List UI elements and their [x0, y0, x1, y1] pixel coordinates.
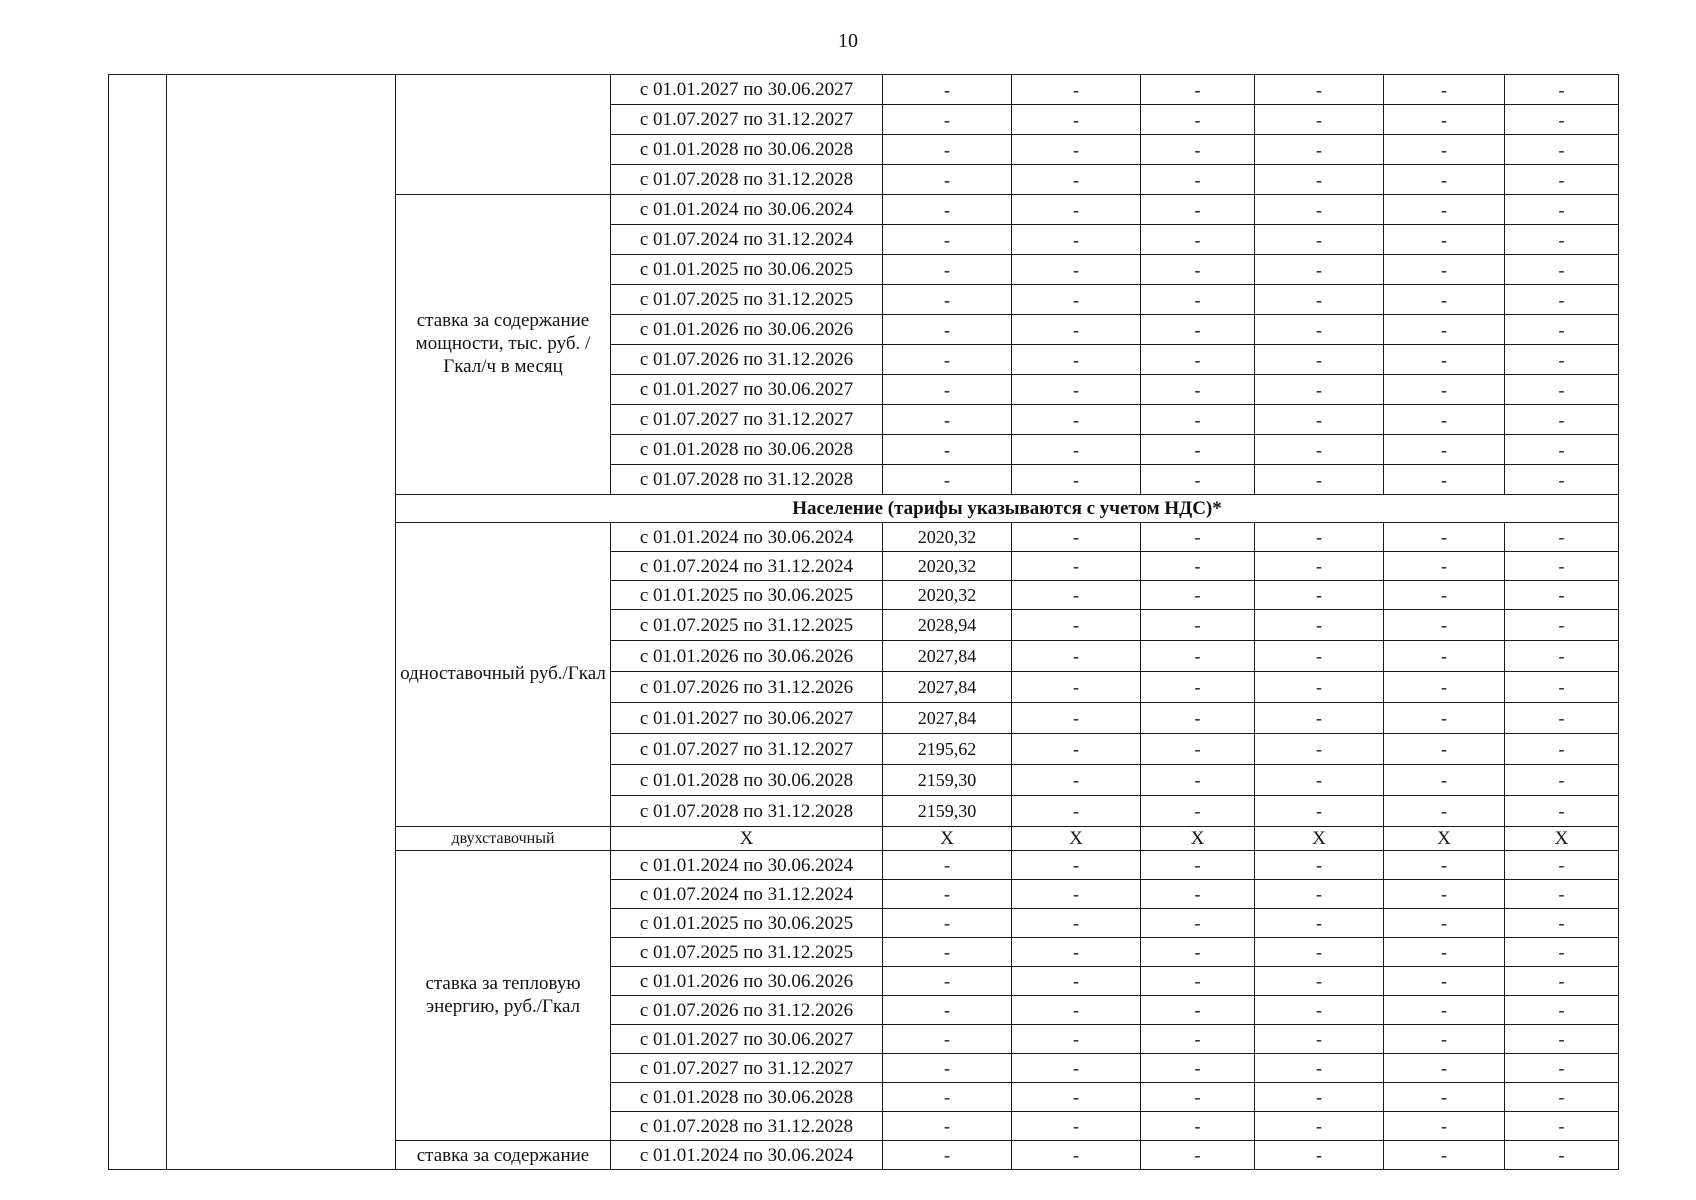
- tariff-value-cell: -: [1141, 765, 1255, 796]
- tariff-value-cell: -: [1141, 703, 1255, 734]
- tariff-value-cell: -: [883, 285, 1012, 315]
- tariff-value-cell: -: [1141, 581, 1255, 610]
- tariff-value-cell: -: [883, 315, 1012, 345]
- tariff-value-cell: -: [1012, 1112, 1141, 1141]
- x-mark-cell: Х: [1012, 827, 1141, 851]
- power-rate-label: ставка за содержание: [396, 1141, 611, 1170]
- organization-cell: [167, 75, 396, 1170]
- tariff-value-cell: -: [883, 135, 1012, 165]
- tariff-value-cell: -: [1505, 610, 1619, 641]
- tariff-value-cell: -: [1141, 552, 1255, 581]
- tariff-value-cell: -: [1012, 641, 1141, 672]
- tariff-value-cell: -: [1505, 765, 1619, 796]
- tariff-value-cell: -: [1505, 552, 1619, 581]
- period-cell: с 01.01.2026 по 30.06.2026: [611, 641, 883, 672]
- tariff-value-cell: -: [1012, 796, 1141, 827]
- tariff-value-cell: -: [1384, 641, 1505, 672]
- tariff-value-cell: -: [1255, 938, 1384, 967]
- period-cell: с 01.01.2027 по 30.06.2027: [611, 75, 883, 105]
- tariff-value-cell: -: [1505, 796, 1619, 827]
- tariff-value-cell: -: [883, 165, 1012, 195]
- tariff-value-cell: -: [1141, 75, 1255, 105]
- tariff-value-cell: -: [1384, 996, 1505, 1025]
- tariff-value-cell: -: [1505, 1025, 1619, 1054]
- tariff-value-cell: -: [1255, 523, 1384, 552]
- tariff-value-cell: -: [1255, 1054, 1384, 1083]
- tariff-value-cell: 2027,84: [883, 703, 1012, 734]
- tariff-value-cell: -: [1384, 315, 1505, 345]
- tariff-value-cell: -: [883, 996, 1012, 1025]
- tariff-value-cell: -: [1141, 996, 1255, 1025]
- tariff-value-cell: -: [1384, 1112, 1505, 1141]
- tariff-value-cell: -: [1255, 851, 1384, 880]
- tariff-value-cell: -: [883, 435, 1012, 465]
- tariff-value-cell: -: [883, 909, 1012, 938]
- tariff-value-cell: -: [883, 1112, 1012, 1141]
- tariff-value-cell: -: [1255, 1141, 1384, 1170]
- two-rate-label: двухставочный: [396, 827, 611, 851]
- tariff-value-cell: 2027,84: [883, 672, 1012, 703]
- tariff-value-cell: -: [1255, 465, 1384, 495]
- tariff-value-cell: -: [883, 105, 1012, 135]
- tariff-value-cell: -: [1012, 315, 1141, 345]
- tariff-value-cell: -: [1012, 552, 1141, 581]
- tariff-value-cell: -: [1505, 967, 1619, 996]
- tariff-value-cell: -: [1141, 165, 1255, 195]
- tariff-value-cell: -: [1141, 938, 1255, 967]
- tariff-value-cell: -: [1384, 672, 1505, 703]
- period-cell: с 01.07.2026 по 31.12.2026: [611, 345, 883, 375]
- tariff-value-cell: -: [1384, 880, 1505, 909]
- tariff-value-cell: -: [1505, 75, 1619, 105]
- tariff-value-cell: -: [1505, 734, 1619, 765]
- tariff-value-cell: -: [1141, 1025, 1255, 1054]
- tariff-value-cell: -: [1505, 880, 1619, 909]
- tariff-value-cell: -: [1255, 765, 1384, 796]
- tariff-value-cell: -: [1012, 225, 1141, 255]
- tariff-value-cell: -: [1384, 734, 1505, 765]
- tariff-value-cell: -: [1255, 996, 1384, 1025]
- tariff-value-cell: -: [1141, 880, 1255, 909]
- tariff-value-cell: -: [1255, 641, 1384, 672]
- period-cell: с 01.07.2024 по 31.12.2024: [611, 225, 883, 255]
- tariff-value-cell: -: [1505, 672, 1619, 703]
- tariff-value-cell: -: [1255, 581, 1384, 610]
- tariff-value-cell: -: [1505, 641, 1619, 672]
- tariff-value-cell: -: [1141, 1141, 1255, 1170]
- tariff-value-cell: -: [1384, 938, 1505, 967]
- x-mark-cell: Х: [1141, 827, 1255, 851]
- tariff-value-cell: -: [1255, 435, 1384, 465]
- tariff-value-cell: -: [1012, 880, 1141, 909]
- tariff-value-cell: 2195,62: [883, 734, 1012, 765]
- tariff-value-cell: -: [1141, 967, 1255, 996]
- tariff-value-cell: -: [1505, 909, 1619, 938]
- tariff-value-cell: -: [1012, 909, 1141, 938]
- tariff-value-cell: -: [1012, 1141, 1141, 1170]
- tariff-value-cell: -: [1141, 225, 1255, 255]
- tariff-value-cell: -: [1012, 851, 1141, 880]
- tariff-value-cell: -: [1012, 195, 1141, 225]
- tariff-value-cell: -: [1141, 195, 1255, 225]
- tariff-value-cell: -: [1384, 255, 1505, 285]
- tariff-value-cell: -: [1012, 435, 1141, 465]
- period-cell: с 01.07.2028 по 31.12.2028: [611, 796, 883, 827]
- period-cell: с 01.01.2024 по 30.06.2024: [611, 195, 883, 225]
- tariff-value-cell: -: [1384, 765, 1505, 796]
- tariff-value-cell: -: [1384, 105, 1505, 135]
- tariff-value-cell: 2159,30: [883, 796, 1012, 827]
- tariff-value-cell: -: [883, 1025, 1012, 1054]
- tariff-value-cell: -: [1255, 796, 1384, 827]
- tariff-value-cell: -: [1255, 285, 1384, 315]
- power-rate-label: ставка за содержание мощности, тыс. руб. /Гкал/ч в месяц: [396, 195, 611, 495]
- x-mark-cell: Х: [1255, 827, 1384, 851]
- tariff-value-cell: -: [1255, 1025, 1384, 1054]
- tariff-value-cell: -: [1384, 465, 1505, 495]
- period-cell: с 01.07.2025 по 31.12.2025: [611, 610, 883, 641]
- tariff-value-cell: -: [1255, 255, 1384, 285]
- tariff-value-cell: -: [1505, 375, 1619, 405]
- tariff-value-cell: -: [1384, 75, 1505, 105]
- tariff-value-cell: -: [1505, 703, 1619, 734]
- period-cell: с 01.01.2027 по 30.06.2027: [611, 375, 883, 405]
- x-mark-cell: Х: [611, 827, 883, 851]
- tariff-value-cell: -: [1255, 345, 1384, 375]
- x-mark-cell: Х: [1384, 827, 1505, 851]
- tariff-value-cell: -: [1255, 225, 1384, 255]
- period-cell: с 01.07.2028 по 31.12.2028: [611, 465, 883, 495]
- tariff-value-cell: -: [1255, 1112, 1384, 1141]
- period-cell: с 01.07.2024 по 31.12.2024: [611, 880, 883, 909]
- period-cell: с 01.01.2024 по 30.06.2024: [611, 1141, 883, 1170]
- tariff-value-cell: -: [1255, 909, 1384, 938]
- tariff-value-cell: -: [1141, 375, 1255, 405]
- tariff-value-cell: -: [1012, 285, 1141, 315]
- tariff-value-cell: -: [1384, 345, 1505, 375]
- tariff-value-cell: -: [883, 967, 1012, 996]
- period-cell: с 01.01.2024 по 30.06.2024: [611, 851, 883, 880]
- tariff-value-cell: -: [1384, 1025, 1505, 1054]
- tariff-value-cell: -: [1505, 938, 1619, 967]
- tariff-value-cell: 2159,30: [883, 765, 1012, 796]
- tariff-value-cell: -: [1012, 672, 1141, 703]
- tariff-value-cell: -: [1505, 1112, 1619, 1141]
- tariff-value-cell: -: [1255, 165, 1384, 195]
- tariff-value-cell: -: [1384, 967, 1505, 996]
- tariff-value-cell: -: [1012, 465, 1141, 495]
- tariff-value-cell: -: [883, 405, 1012, 435]
- tariff-value-cell: -: [1255, 552, 1384, 581]
- tariff-value-cell: -: [1141, 523, 1255, 552]
- tariff-value-cell: -: [1255, 967, 1384, 996]
- tariff-value-cell: -: [1505, 465, 1619, 495]
- period-cell: с 01.01.2026 по 30.06.2026: [611, 967, 883, 996]
- tariff-value-cell: -: [883, 1083, 1012, 1112]
- tariff-value-cell: -: [1505, 405, 1619, 435]
- tariff-value-cell: -: [1505, 105, 1619, 135]
- tariff-value-cell: -: [1012, 996, 1141, 1025]
- tariff-value-cell: -: [1384, 435, 1505, 465]
- period-cell: с 01.01.2025 по 30.06.2025: [611, 255, 883, 285]
- period-cell: с 01.01.2027 по 30.06.2027: [611, 1025, 883, 1054]
- tariff-value-cell: -: [1505, 1054, 1619, 1083]
- tariff-value-cell: -: [1012, 405, 1141, 435]
- tariff-value-cell: -: [1505, 1083, 1619, 1112]
- tariff-value-cell: -: [1141, 734, 1255, 765]
- tariff-value-cell: -: [883, 851, 1012, 880]
- tariff-value-cell: -: [1505, 1141, 1619, 1170]
- tariff-value-cell: -: [1141, 285, 1255, 315]
- tariff-value-cell: -: [1141, 345, 1255, 375]
- tariff-value-cell: 2020,32: [883, 523, 1012, 552]
- tariff-value-cell: -: [1141, 672, 1255, 703]
- section-heading: Население (тарифы указываются с учетом НДС)*: [396, 495, 1619, 523]
- tariff-value-cell: -: [1255, 105, 1384, 135]
- tariff-value-cell: -: [1141, 1083, 1255, 1112]
- indicator-cell: [396, 75, 611, 195]
- tariff-value-cell: -: [1384, 581, 1505, 610]
- tariff-value-cell: -: [1505, 255, 1619, 285]
- tariff-value-cell: -: [1255, 135, 1384, 165]
- tariff-value-cell: -: [1012, 375, 1141, 405]
- period-cell: с 01.07.2027 по 31.12.2027: [611, 405, 883, 435]
- tariff-value-cell: -: [1384, 851, 1505, 880]
- tariff-value-cell: -: [1384, 1054, 1505, 1083]
- tariff-value-cell: -: [1505, 315, 1619, 345]
- tariff-value-cell: -: [1255, 195, 1384, 225]
- tariff-value-cell: -: [1505, 996, 1619, 1025]
- tariff-value-cell: -: [1012, 610, 1141, 641]
- tariff-value-cell: -: [1141, 1112, 1255, 1141]
- tariff-value-cell: -: [1384, 552, 1505, 581]
- tariff-value-cell: -: [1384, 195, 1505, 225]
- tariff-value-cell: -: [1255, 1083, 1384, 1112]
- tariff-value-cell: -: [1505, 225, 1619, 255]
- tariff-value-cell: -: [1141, 315, 1255, 345]
- tariff-value-cell: -: [1505, 851, 1619, 880]
- tariff-value-cell: -: [1141, 465, 1255, 495]
- tariff-value-cell: -: [1384, 375, 1505, 405]
- tariff-value-cell: -: [1012, 703, 1141, 734]
- tariff-value-cell: -: [1141, 909, 1255, 938]
- period-cell: с 01.01.2026 по 30.06.2026: [611, 315, 883, 345]
- tariff-value-cell: -: [1505, 195, 1619, 225]
- period-cell: с 01.07.2028 по 31.12.2028: [611, 165, 883, 195]
- tariff-value-cell: -: [1012, 345, 1141, 375]
- tariff-value-cell: -: [1505, 581, 1619, 610]
- tariff-value-cell: -: [1012, 135, 1141, 165]
- tariff-value-cell: -: [1255, 405, 1384, 435]
- tariff-value-cell: -: [1384, 610, 1505, 641]
- tariff-value-cell: -: [883, 255, 1012, 285]
- tariff-value-cell: -: [1505, 345, 1619, 375]
- tariff-value-cell: 2027,84: [883, 641, 1012, 672]
- tariff-value-cell: -: [1141, 641, 1255, 672]
- tariff-value-cell: -: [883, 1141, 1012, 1170]
- tariff-value-cell: -: [1012, 734, 1141, 765]
- tariff-value-cell: 2020,32: [883, 552, 1012, 581]
- tariff-value-cell: -: [1141, 405, 1255, 435]
- tariff-value-cell: -: [1384, 523, 1505, 552]
- tariff-value-cell: -: [1255, 734, 1384, 765]
- x-mark-cell: Х: [1505, 827, 1619, 851]
- tariff-value-cell: -: [1384, 1141, 1505, 1170]
- tariff-value-cell: -: [1384, 909, 1505, 938]
- tariff-value-cell: -: [1384, 703, 1505, 734]
- tariff-value-cell: -: [883, 375, 1012, 405]
- tariff-value-cell: -: [1141, 435, 1255, 465]
- tariff-value-cell: -: [1255, 75, 1384, 105]
- tariff-value-cell: -: [1384, 165, 1505, 195]
- tariff-value-cell: -: [1505, 435, 1619, 465]
- tariff-value-cell: -: [1141, 135, 1255, 165]
- tariff-value-cell: -: [1012, 1025, 1141, 1054]
- period-cell: с 01.07.2027 по 31.12.2027: [611, 105, 883, 135]
- table-row: [109, 75, 1619, 105]
- tariff-value-cell: -: [1012, 523, 1141, 552]
- heat-rate-label: ставка за тепловую энергию, руб./Гкал: [396, 851, 611, 1141]
- tariff-value-cell: -: [1012, 105, 1141, 135]
- tariff-value-cell: -: [1384, 1083, 1505, 1112]
- tariff-value-cell: -: [1012, 581, 1141, 610]
- tariff-value-cell: -: [1141, 105, 1255, 135]
- tariff-value-cell: -: [1505, 135, 1619, 165]
- tariff-value-cell: -: [1384, 135, 1505, 165]
- period-cell: с 01.07.2028 по 31.12.2028: [611, 1112, 883, 1141]
- tariff-value-cell: -: [1141, 610, 1255, 641]
- tariff-value-cell: -: [883, 1054, 1012, 1083]
- tariff-value-cell: -: [1384, 796, 1505, 827]
- period-cell: с 01.01.2025 по 30.06.2025: [611, 909, 883, 938]
- tariff-value-cell: -: [1255, 880, 1384, 909]
- single-rate-label: одноставочный руб./Гкал: [396, 523, 611, 827]
- tariff-value-cell: -: [1012, 967, 1141, 996]
- tariff-value-cell: -: [883, 465, 1012, 495]
- period-cell: с 01.01.2024 по 30.06.2024: [611, 523, 883, 552]
- tariff-value-cell: 2020,32: [883, 581, 1012, 610]
- period-cell: с 01.07.2027 по 31.12.2027: [611, 1054, 883, 1083]
- tariff-value-cell: -: [883, 75, 1012, 105]
- period-cell: с 01.01.2028 по 30.06.2028: [611, 765, 883, 796]
- tariff-value-cell: -: [1384, 405, 1505, 435]
- tariff-value-cell: -: [1505, 523, 1619, 552]
- tariff-value-cell: -: [1384, 225, 1505, 255]
- tariff-value-cell: 2028,94: [883, 610, 1012, 641]
- tariff-value-cell: -: [883, 880, 1012, 909]
- tariff-value-cell: -: [1141, 1054, 1255, 1083]
- period-cell: с 01.01.2025 по 30.06.2025: [611, 581, 883, 610]
- page-number: 10: [838, 30, 858, 52]
- tariff-value-cell: -: [1255, 672, 1384, 703]
- period-cell: с 01.01.2028 по 30.06.2028: [611, 435, 883, 465]
- period-cell: с 01.07.2025 по 31.12.2025: [611, 285, 883, 315]
- period-cell: с 01.01.2027 по 30.06.2027: [611, 703, 883, 734]
- tariff-value-cell: -: [1505, 165, 1619, 195]
- tariff-value-cell: -: [883, 345, 1012, 375]
- period-cell: с 01.07.2027 по 31.12.2027: [611, 734, 883, 765]
- tariff-value-cell: -: [1012, 1054, 1141, 1083]
- period-cell: с 01.07.2026 по 31.12.2026: [611, 996, 883, 1025]
- tariff-value-cell: -: [1012, 938, 1141, 967]
- tariff-value-cell: -: [1012, 165, 1141, 195]
- tariff-value-cell: -: [1255, 315, 1384, 345]
- tariff-value-cell: -: [883, 938, 1012, 967]
- tariff-value-cell: -: [1012, 1083, 1141, 1112]
- period-cell: с 01.07.2024 по 31.12.2024: [611, 552, 883, 581]
- tariff-value-cell: -: [1012, 255, 1141, 285]
- tariff-value-cell: -: [1255, 375, 1384, 405]
- tariff-value-cell: -: [1141, 796, 1255, 827]
- tariff-value-cell: -: [883, 225, 1012, 255]
- tariff-value-cell: -: [1384, 285, 1505, 315]
- x-mark-cell: Х: [883, 827, 1012, 851]
- period-cell: с 01.07.2026 по 31.12.2026: [611, 672, 883, 703]
- tariff-value-cell: -: [1505, 285, 1619, 315]
- tariff-value-cell: -: [1012, 75, 1141, 105]
- period-cell: с 01.07.2025 по 31.12.2025: [611, 938, 883, 967]
- tariff-table: [108, 74, 1619, 1170]
- row-number-cell: [109, 75, 167, 1170]
- period-cell: с 01.01.2028 по 30.06.2028: [611, 1083, 883, 1112]
- tariff-value-cell: -: [1255, 703, 1384, 734]
- tariff-value-cell: -: [1012, 765, 1141, 796]
- tariff-value-cell: -: [1255, 610, 1384, 641]
- tariff-value-cell: -: [883, 195, 1012, 225]
- tariff-value-cell: -: [1141, 851, 1255, 880]
- tariff-value-cell: -: [1141, 255, 1255, 285]
- period-cell: с 01.01.2028 по 30.06.2028: [611, 135, 883, 165]
